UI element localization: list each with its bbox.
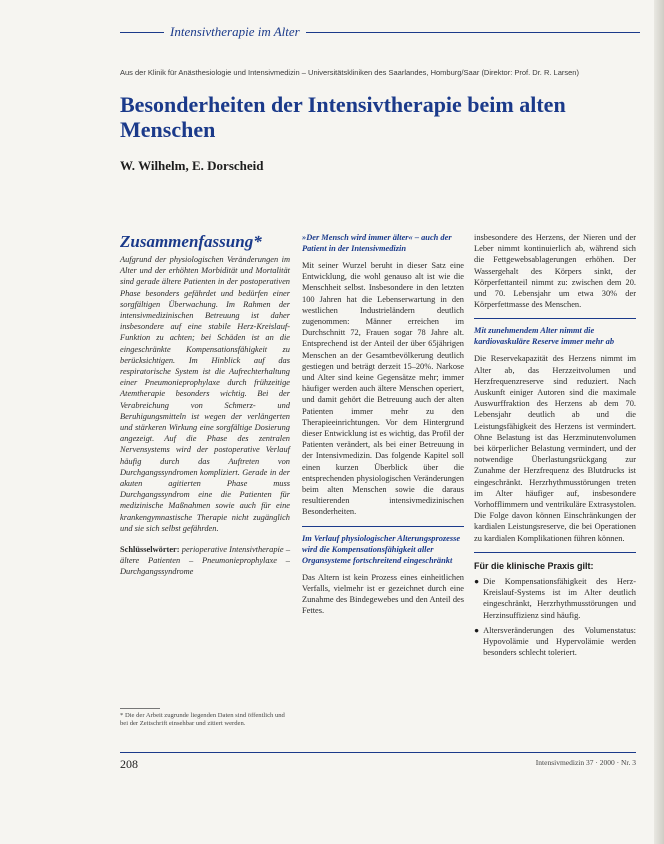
authors: W. Wilhelm, E. Dorscheid	[120, 158, 264, 173]
col3-paragraph-top: insbesondere des Herzens, der Nieren und der Leber nimmt kontinuierlich ab, während sich die Fettgewebsablagerungen erhöhen. Der Wassergehalt des Körpers sinkt, der Körperfettanteil nimmt zu: zwischen dem 20. und 70. Lebensjahr um etwa 30% der Körperfettmasse des Menschen.	[474, 233, 636, 310]
footnote-rule	[120, 708, 160, 709]
running-head-rule-right	[306, 32, 640, 33]
col2-paragraph-after: Das Altern ist kein Prozess eines einheitlichen Verfalls, vielmehr ist er gezeichnet durch eine Zunahme des Bindegewebes und den Anteil des Fettes.	[302, 572, 464, 616]
running-head-text: Intensivtherapie im Alter	[170, 24, 300, 39]
bullet-icon: ●	[474, 625, 480, 635]
footnote	[120, 708, 290, 729]
journal-citation: Intensivmedizin 37 · 2000 · Nr. 3	[535, 758, 636, 767]
bullet-icon: ●	[474, 577, 480, 587]
page-number: 208	[120, 757, 138, 771]
footnote-text: * Die der Arbeit zugrunde liegenden Daten sind öffentlich und bei der Zeitschrift einsehbar und zitiert werden.	[120, 712, 285, 728]
section-divider	[302, 526, 464, 527]
section-heading-physiology: Im Verlauf physiologischer Alterungsprozesse wird die Kompensationsfähigkeit aller Organsysteme fortschreitend eingeschränkt	[302, 533, 461, 565]
col3-paragraph: Die Reservekapazität des Herzens nimmt im Alter ab, das Herzzeitvolumen und Herzfrequenzreserve sind reduziert. Nach Auskunft einiger Autoren sind die maximale Auswurffraktion des Herzens ab dem 70. Lebensjahr deutlich ab und die Leistungsfähigkeit des Herzens ist vermindert. Ohne Belastung ist das Herzminutenvolumen bei körperlicher Belastung vermindert, und der notwendige Überlastungsrückgang zur Zunahme der Herzfrequenz des Blutdrucks ist eingeschränkt. Herzrhythmusstörungen treten im Alter häufiger auf, insbesondere Vorhofflimmern und ventrikuläre Extrasystolen. Die Folge davon können Einschränkungen der kardialen Leistungsreserve, die bei Operationen zu kardialen Komplikationen führen können.	[474, 354, 636, 543]
page-edge-shadow	[654, 0, 664, 844]
column-1	[120, 232, 290, 578]
list-item	[474, 625, 636, 659]
list-item	[474, 576, 636, 621]
running-head-rule-left	[120, 32, 164, 33]
footer-rule	[120, 752, 636, 753]
running-head	[120, 24, 640, 40]
bullet-text: Die Kompensationsfähigkeit des Herz-Kreislauf-Systems ist im Alter deutlich eingeschränkt, Herzrhythmusstörungen und Herzinsuffizienz sind häufig.	[483, 577, 636, 620]
section-divider	[474, 552, 636, 553]
col2-paragraph: Mit seiner Wurzel beruht in dieser Satz eine Entwicklung, die wohl genauso alt ist wie die Menschheit selbst. Insbesondere in den letzten 100 Jahren hat die Lebenserwartung in den westlichen Industrieländern deutlich zugenommen: Männer erreichen im Durchschnitt 72, Frauen sogar 78 Jahre alt. Entsprechend ist der Anteil der über 65jährigen Menschen an der Gesamtbevölkerung deutlich gestiegen und beträgt derzeit 15–20%. Narkose und Alter sind keine Gegensätze mehr; immer häufiger werden auch ältere Menschen operiert, und damit gehört die Betreuung auch der alten Patienten immer mehr zu den Therapieeinrichtungen. Vor dem Hintergrund dieser Entwicklung ist es wichtig, das Profil der Patienten verändert, als bei einer Betreuung in der Intensivmedizin. Das folgende Kapitel soll einen kurzen Überblick über die entsprechenden physiologischen Veränderungen beim alten Menschen sowie die daraus resultierenden intensivmedizinischen Besonderheiten.	[302, 261, 464, 517]
summary-heading: Zusammenfassung*	[120, 232, 262, 251]
keywords-text: perioperative Intensivtherapie – ältere Patienten – Pneumonieprophylaxe – Durchgangssyndrome	[120, 545, 291, 577]
keywords-label: Schlüsselwörter:	[120, 545, 180, 555]
column-2	[302, 232, 464, 622]
section-heading-cardio: Mit zunehmendem Alter nimmt die kardiovaskuläre Reserve immer mehr ab	[474, 326, 615, 347]
article-title: Besonderheiten der Intensivtherapie beim alten Menschen	[120, 92, 566, 142]
summary-body: Aufgrund der physiologischen Veränderungen im Alter und der erhöhten Morbidität und Mortalität sind gerade ältere Patienten in der postoperativen Phase besonders gefährdet und bedürfen einer sorgfältigen Überwachung. Im Rahmen der intensivmedizinischen Betreuung ist daher insbesondere auf eine stabile Herz-Kreislauf-Funktion zu achten; bei Schäden ist an die eingeschränkte Kompensationsfähigkeit zu berücksichtigen. Im Hinblick auf das respiratorische System ist die Aufrechterhaltung einer Pneumonieprophylaxe durch frühzeitige Atemtherapie besonders wichtig. Bei der Verabreichung von Schmerz- und Beruhigungsmitteln ist wegen der verlängerten und stärkeren Wirkung eine sorgfältige Dosierung angezeigt. Auf die Phase des zentralen Nervensystems wird der postoperative Verlauf häufig durch das Auftreten von Durchgangssyndromen kompliziert. Gerade in der akuten agitierten Phase muss Durchgangssyndrom eine die Patienten für medizinische Maßnahmen sowie auch für eine krankengymnastische Therapie nicht zugänglich und sie sich selbst gefährden.	[120, 255, 290, 533]
column-3	[474, 232, 636, 663]
bullet-text: Altersveränderungen des Volumenstatus: Hypovolämie und Hypervolämie werden besonders schlecht toleriert.	[483, 625, 636, 658]
section-divider	[474, 318, 636, 319]
keywords	[120, 544, 290, 578]
quote-heading: »Der Mensch wird immer älter« – auch der Patient in der Intensivmedizin	[302, 233, 452, 253]
practice-heading: Für die klinische Praxis gilt:	[474, 560, 594, 571]
department-line: Aus der Klinik für Anästhesiologie und Intensivmedizin – Universitätskliniken des Saarlandes, Homburg/Saar (Direktor: Prof. Dr. R. Larsen)	[120, 68, 579, 77]
